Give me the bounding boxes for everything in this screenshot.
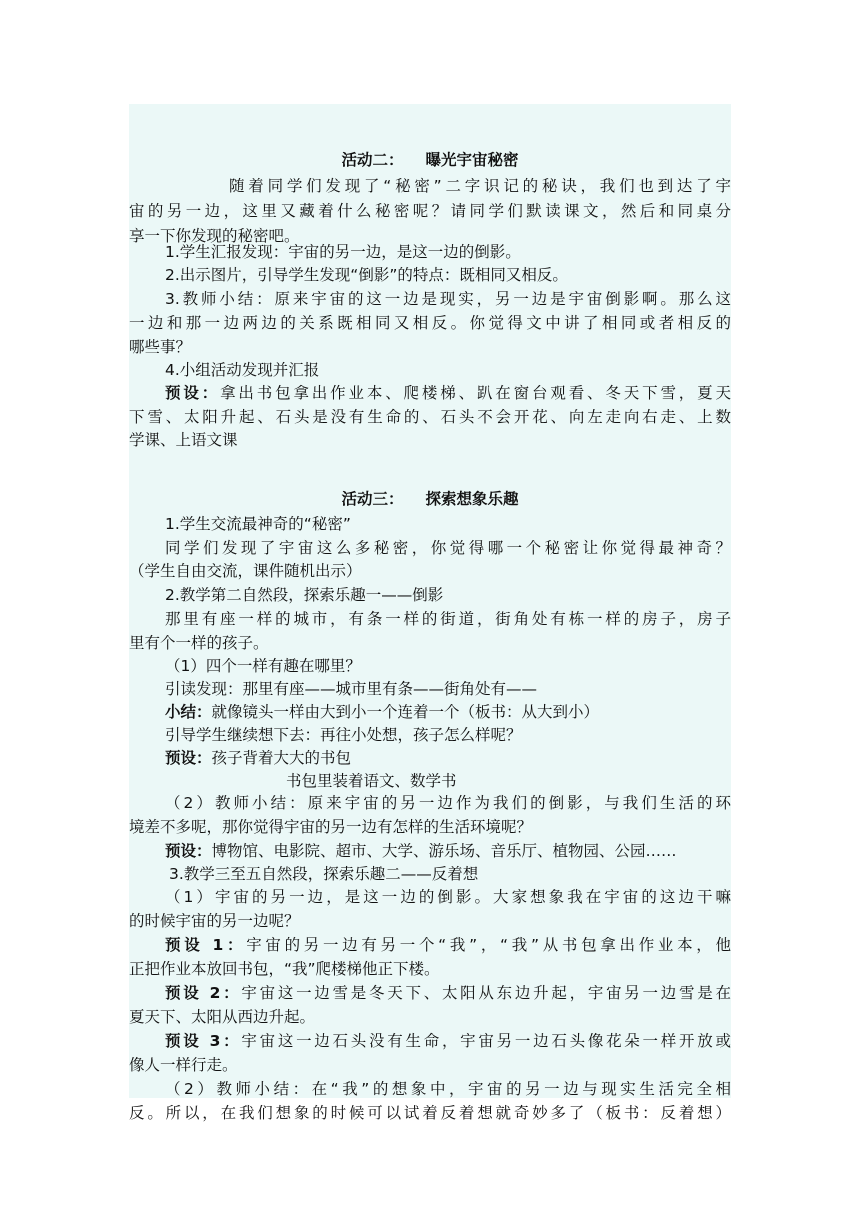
paragraph-line: 随着同学们发现了“秘密”二字识记的秘诀，我们也到达了宇 — [229, 177, 731, 195]
list-item: 2.教学第二自然段，探索乐趣一——倒影 — [165, 586, 444, 604]
list-item: 3.教学三至五自然段，探索乐趣二——反着想 — [169, 865, 479, 883]
paragraph-line: 享一下你发现的秘密吧。 — [129, 227, 300, 245]
paragraph-line: 夏天下、太阳从西边升起。 — [129, 1008, 316, 1026]
preset-line: 预设：博物馆、电影院、超市、大学、游乐场、音乐厅、植物园、公园…… — [165, 842, 677, 860]
paragraph-line: 反。所以，在我们想象的时候可以试着反着想就奇妙多了（板书：反着想） — [129, 1104, 731, 1122]
list-item: 4.小组活动发现并汇报 — [165, 361, 320, 379]
paragraph-line: 宙的另一边，这里又藏着什么秘密呢？请同学们默读课文，然后和同桌分 — [129, 202, 731, 220]
list-item: 1.学生交流最神奇的“秘密” — [165, 515, 351, 533]
list-item: 1.学生汇报发现：宇宙的另一边，是这一边的倒影。 — [165, 243, 521, 261]
section-title-activity-2: 活动二： 曝光宇宙秘密 — [341, 151, 519, 169]
list-item: 2.出示图片，引导学生发现“倒影”的特点：既相同又相反。 — [165, 266, 568, 284]
paragraph-line: 像人一样行走。 — [129, 1056, 238, 1074]
paragraph-line: 引导学生继续想下去：再往小处想，孩子怎么样呢？ — [165, 726, 522, 744]
paragraph-line: 哪些事？ — [129, 338, 192, 356]
paragraph-line: 引读发现：那里有座——城市里有条——街角处有—— — [165, 680, 538, 698]
question-line: （2）教师小结：原来宇宙的另一边作为我们的倒影，与我们生活的环 — [165, 794, 731, 812]
paragraph-line: 正把作业本放回书包，“我”爬楼梯他正下楼。 — [129, 960, 440, 978]
paragraph-line: 同学们发现了宇宙这么多秘密，你觉得哪一个秘密让你觉得最神奇？ — [165, 539, 731, 557]
preset-line: 预设 2：宇宙这一边雪是冬天下、太阳从东边升起，宇宙另一边雪是在 — [165, 984, 731, 1002]
question-line: （1）宇宙的另一边，是这一边的倒影。大家想象我在宇宙的这边干嘛 — [165, 888, 731, 906]
paragraph-line: 下雪、太阳升起、石头是没有生命的、石头不会开花、向左走向右走、上数 — [129, 408, 731, 426]
question-line: （1）四个一样有趣在哪里？ — [165, 657, 361, 675]
paragraph-line: （学生自由交流，课件随机出示） — [129, 562, 362, 580]
preset-line: 预设 3：宇宙这一边石头没有生命，宇宙另一边石头像花朵一样开放或 — [165, 1032, 731, 1050]
preset-line: 预设：孩子背着大大的书包 — [165, 749, 352, 767]
paragraph-line: 的时候宇宙的另一边呢？ — [129, 912, 300, 930]
paragraph-line: 那里有座一样的城市，有条一样的街道，街角处有栋一样的房子，房子 — [165, 610, 731, 628]
question-line: （2）教师小结：在“我”的想象中，宇宙的另一边与现实生活完全相 — [165, 1080, 731, 1098]
preset-line: 书包里装着语文、数学书 — [286, 772, 457, 790]
paragraph-line: 里有个一样的孩子。 — [129, 634, 269, 652]
list-item: 3.教师小结：原来宇宙的这一边是现实，另一边是宇宙倒影啊。那么这 — [165, 290, 731, 308]
preset-line: 预设 1：宇宙的另一边有另一个“我”，“我”从书包拿出作业本，他 — [165, 936, 731, 954]
paragraph-line: 学课、上语文课 — [129, 431, 238, 449]
summary-line: 小结：就像镜头一样由大到小一个连着一个（板书：从大到小） — [165, 703, 600, 721]
paragraph-line: 境差不多呢，那你觉得宇宙的另一边有怎样的生活环境呢？ — [129, 818, 533, 836]
preset-line: 预设：拿出书包拿出作业本、爬楼梯、趴在窗台观看、冬天下雪，夏天 — [165, 384, 731, 402]
paragraph-line: 一边和那一边两边的关系既相同又相反。你觉得文中讲了相同或者相反的 — [129, 314, 731, 332]
section-title-activity-3: 活动三： 探索想象乐趣 — [341, 490, 519, 508]
